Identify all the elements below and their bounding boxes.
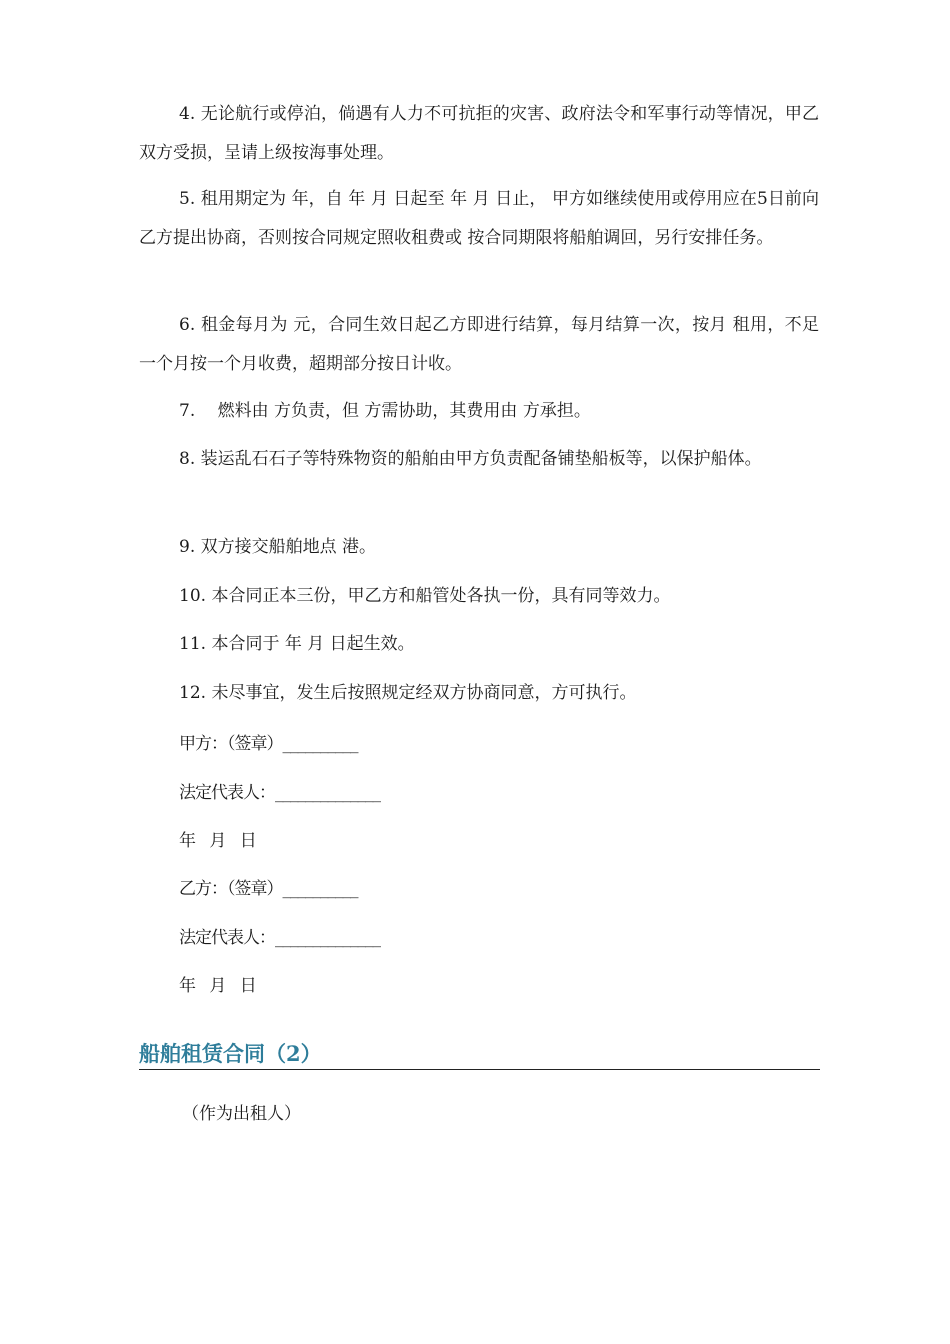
party-b-date: 年 月 日: [179, 976, 261, 996]
clause-9: 9. 双方接交船舶地点 港。: [179, 537, 377, 557]
clause-6: 6. 租金每月为 元，合同生效日起乙方即进行结算，每月结算一次，按月 租用，不足一个月按一个月收费，超期部分按日计收。: [139, 315, 819, 374]
party-b-representative: 法定代表人：______________: [179, 928, 380, 948]
party-b-signature: 乙方：（签章）__________: [179, 879, 358, 899]
clause-10: 10. 本合同正本三份，甲乙方和船管处各执一份，具有同等效力。: [179, 586, 671, 606]
clause-12: 12. 未尽事宜，发生后按照规定经双方协商同意，方可执行。: [179, 683, 637, 703]
clause-7: 7. 燃料由 方负责，但 方需协助，其费用由 方承担。: [179, 401, 591, 421]
clause-11: 11. 本合同于 年 月 日起生效。: [179, 634, 415, 654]
clause-5: 5. 租用期定为 年，自 年 月 日起至 年 月 日止， 甲方如继续使用或停用应在5日前向乙方提出协商，否则按合同规定照收租费或 按合同期限将船舶调回，另行安排任务。: [139, 189, 819, 248]
clause-8: 8. 装运乱石石子等特殊物资的船舶由甲方负责配备铺垫船板等，以保护船体。: [179, 449, 762, 469]
party-a-date: 年 月 日: [179, 831, 261, 851]
party-a-signature: 甲方：（签章）__________: [179, 734, 358, 754]
section-subtitle: （作为出租人）: [182, 1104, 301, 1124]
section-title: 船舶租赁合同（2）: [139, 1040, 820, 1070]
clause-4: 4. 无论航行或停泊，倘遇有人力不可抗拒的灾害、政府法令和军事行动等情况，甲乙双方受损，呈请上级按海事处理。: [139, 104, 819, 163]
party-a-representative: 法定代表人：______________: [179, 783, 380, 803]
